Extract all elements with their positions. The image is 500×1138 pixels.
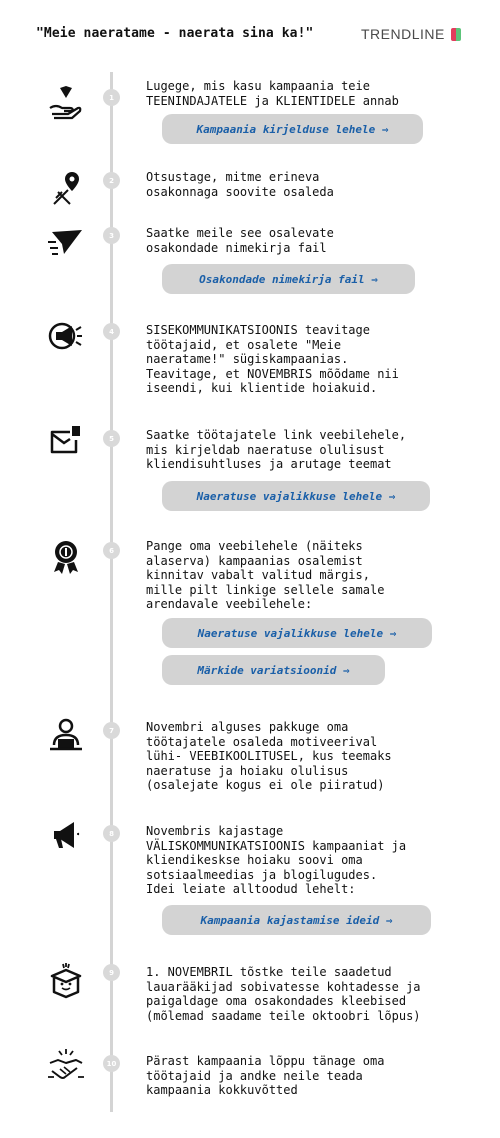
- step-number: 2: [103, 172, 120, 189]
- brand-mark-icon: [451, 28, 461, 41]
- step-text: Saatke meile see osalevate osakondade nimekirja fail: [146, 226, 334, 255]
- step-text: SISEKOMMUNIKATSIOONIS teavitage töötajaid, et osalete "Meie naeratame!" sügiskampaanias. Teavitage, et NOVEMBRIS mõõdame nii iseendi, kui klientide hoiakuid.: [146, 323, 399, 395]
- open-box-icon: [46, 960, 86, 1000]
- loudspeaker-icon: [46, 815, 86, 855]
- link-kampaania-kirjeldus-button[interactable]: Kampaania kirjelduse lehele ⇒: [162, 114, 423, 144]
- header-title: "Meie naeratame - naerata sina ka!": [36, 26, 314, 41]
- step-number: 3: [103, 227, 120, 244]
- step-text: Otsustage, mitme erineva osakonnaga soovite osaleda: [146, 170, 334, 199]
- step-number: 10: [103, 1055, 120, 1072]
- link-markide-variatsioonid-button[interactable]: Märkide variatsioonid ⇒: [162, 655, 385, 685]
- step-number: 8: [103, 825, 120, 842]
- brand-name: TRENDLINE: [361, 26, 445, 42]
- link-naeratuse-vajalikkus-button[interactable]: Naeratuse vajalikkuse lehele ⇒: [162, 481, 430, 511]
- link-osakondade-fail-button[interactable]: Osakondade nimekirja fail ⇒: [162, 264, 415, 294]
- step-text: Pärast kampaania lõppu tänage oma töötajaid ja andke neile teada kampaania kokkuvõtted: [146, 1054, 385, 1097]
- handshake-icon: [46, 1047, 86, 1087]
- step-text: Pange oma veebilehele (näiteks alaserva) kampaanias osalemist kinnitav vabalt valitud märgis, mille pilt linkige sellele samale arendavale veebilehele:: [146, 539, 385, 611]
- step-text: Novembri alguses pakkuge oma töötajatele osaleda motiveerival lühi- VEEBIKOOLITUSEL, kus teemaks naeratuse ja hoiaku olulisus (osalejate kogus ei ole piiratud): [146, 720, 392, 792]
- step-number: 9: [103, 964, 120, 981]
- location-pin-icon: [46, 168, 86, 208]
- person-laptop-icon: [46, 715, 86, 755]
- step-text: 1. NOVEMBRIL tõstke teile saadetud lauarääkijad sobivatesse kohtadesse ja paigaldage oma osakondades kleebised (mõlemad saadame teile oktoobri lõpus): [146, 965, 421, 1023]
- megaphone-icon: [46, 316, 86, 356]
- award-ribbon-icon: [46, 536, 86, 576]
- step-number: 7: [103, 722, 120, 739]
- step-number: 6: [103, 542, 120, 559]
- step-text: Novembris kajastage VÄLISKOMMUNIKATSIOONIS kampaaniat ja kliendikeskse hoiaku soovi oma sotsiaalmeedias ja blogilugudes. Idei leiate alltoodud lehelt:: [146, 824, 407, 896]
- step-text: Lugege, mis kasu kampaania teie TEENINDAJATELE ja KLIENTIDELE annab: [146, 79, 399, 108]
- step-number: 5: [103, 430, 120, 447]
- step-text: Saatke töötajatele link veebilehele, mis kirjeldab naeratuse olulisust kliendisuhtluses ja arutage teemat: [146, 428, 407, 471]
- link-kajastamise-ideid-button[interactable]: Kampaania kajastamise ideid ⇒: [162, 905, 431, 935]
- brand-logo: [361, 26, 461, 42]
- step-number: 1: [103, 89, 120, 106]
- hand-heart-icon: [46, 82, 86, 122]
- paper-plane-icon: [46, 222, 86, 262]
- step-number: 4: [103, 323, 120, 340]
- link-naeratuse-vajalikkus-button-2[interactable]: Naeratuse vajalikkuse lehele ⇒: [162, 618, 432, 648]
- mail-notification-icon: [46, 422, 86, 462]
